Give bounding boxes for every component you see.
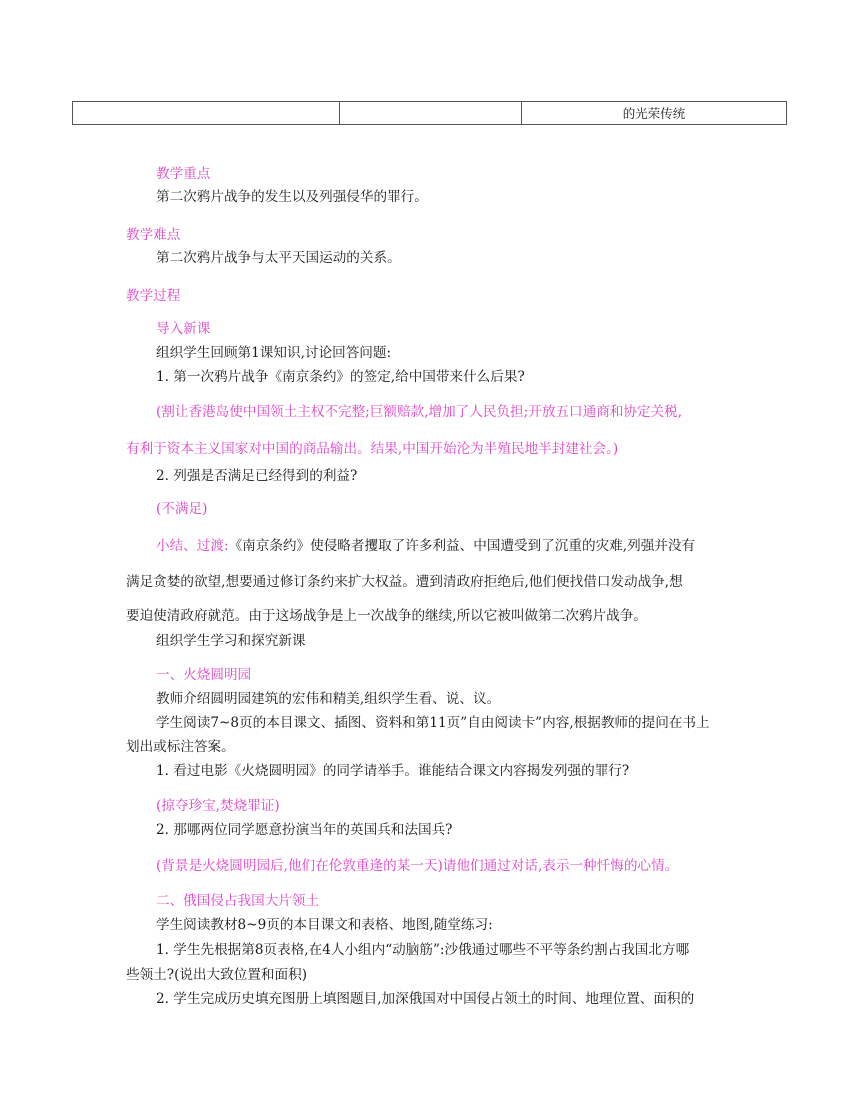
- intro-prompt: 组织学生回顾第1课知识,讨论回答问题:: [156, 345, 392, 361]
- table-cell: [73, 102, 340, 125]
- process-heading: 教学过程: [126, 288, 181, 304]
- summary-label: 小结、过渡:: [156, 538, 229, 554]
- summary-text-1: 《南京条约》使侵略者攫取了许多利益、中国遭受到了沉重的灾难,列强并没有: [228, 538, 696, 554]
- part2-line-4: 2. 学生完成历史填充图册上填图题目,加深俄国对中国侵占领土的时间、地理位置、面积的: [156, 991, 695, 1007]
- part1-question-2: 2. 那哪两位同学愿意扮演当年的英国兵和法国兵?: [156, 822, 453, 838]
- part2-line-3: 些领土?(说出大致位置和面积): [126, 967, 308, 983]
- key-points-text: 第二次鸦片战争的发生以及列强侵华的罪行。: [156, 189, 428, 205]
- intro-heading: 导入新课: [156, 321, 211, 337]
- top-table: [72, 101, 787, 125]
- summary-line-1: [156, 537, 695, 555]
- intro-question-2: 2. 列强是否满足已经得到的利益?: [156, 468, 358, 484]
- part1-question-1: 1. 看过电影《火烧圆明园》的同学请举手。谁能结合课文内容揭发列强的罪行?: [156, 763, 630, 779]
- part2-line-1: 学生阅读教材8~9页的本目课文和表格、地图,随堂练习:: [156, 917, 493, 933]
- intro-answer-1-line-1: (割让香港岛使中国领土主权不完整;巨额赔款,增加了人民负担;开放五口通商和协定关税,: [156, 404, 683, 420]
- part2-line-2: 1. 学生先根据第8页表格,在4人小组内“动脑筋”:沙俄通过哪些不平等条约割占我国北方哪: [156, 942, 690, 958]
- summary-line-2: 满足贪婪的欲望,想要通过修订条约来扩大权益。遭到清政府拒绝后,他们便找借口发动战争,想: [126, 574, 683, 590]
- explore-prompt: 组织学生学习和探究新课: [156, 633, 306, 649]
- part1-line-3: 划出或标注答案。: [126, 739, 235, 755]
- difficulties-text: 第二次鸦片战争与太平天国运动的关系。: [156, 250, 401, 266]
- part1-line-2: 学生阅读7~8页的本目课文、插图、资料和第11页”自由阅读卡”内容,根据教师的提问在书上: [156, 715, 710, 731]
- part1-line-1: 教师介绍圆明园建筑的宏伟和精美,组织学生看、说、议。: [156, 691, 501, 707]
- table-cell: [340, 102, 522, 125]
- table-row: [73, 102, 787, 125]
- part2-heading: 二、俄国侵占我国大片领土: [156, 893, 320, 909]
- summary-line-3: 要迫使清政府就范。由于这场战争是上一次战争的继续,所以它被叫做第二次鸦片战争。: [126, 608, 647, 624]
- part1-answer-2: (背景是火烧圆明园后,他们在伦敦重逢的某一天)请他们通过对话,表示一种忏悔的心情。: [156, 858, 679, 874]
- difficulties-heading: 教学难点: [126, 227, 181, 243]
- table-cell: 的光荣传统: [522, 102, 787, 125]
- part1-answer-1: (掠夺珍宝,焚烧罪证): [156, 798, 280, 814]
- intro-answer-1-line-2: 有利于资本主义国家对中国的商品输出。结果,中国开始沦为半殖民地半封建社会。): [126, 441, 619, 457]
- key-points-heading: 教学重点: [156, 166, 211, 182]
- intro-question-1: 1. 第一次鸦片战争《南京条约》的签定,给中国带来什么后果?: [156, 369, 525, 385]
- intro-answer-2: (不满足): [156, 501, 208, 517]
- part1-heading: 一、火烧圆明园: [156, 667, 252, 683]
